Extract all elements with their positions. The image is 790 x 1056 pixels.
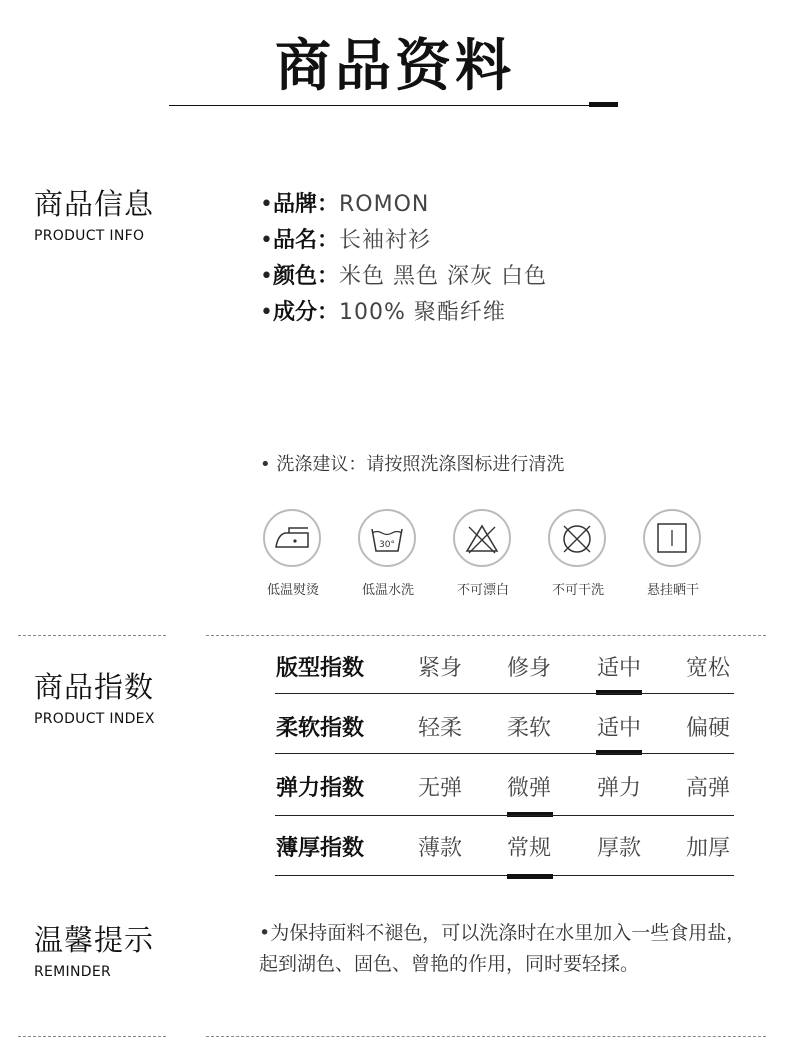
section-divider	[206, 635, 766, 636]
section-title-product-info: 商品信息	[34, 187, 155, 221]
info-label: 成分：	[272, 300, 339, 325]
index-option: 轻柔	[417, 716, 462, 741]
info-value: ROMON	[339, 192, 430, 217]
index-option: 无弹	[417, 776, 462, 801]
reminder-text: •为保持面料不褪色，可以洗涤时在水里加入一些食用盐，起到湖色、固色、曾艳的作用，同时要轻揉。	[259, 922, 746, 975]
section-divider	[18, 635, 166, 636]
wash-label: 悬挂晒干	[646, 583, 699, 598]
wash-label: 低温水洗	[361, 583, 414, 598]
no-dry-clean-icon	[548, 509, 606, 567]
index-row-line	[275, 815, 734, 816]
index-label-fit: 版型指数	[276, 656, 365, 681]
info-value: 100% 聚酯纤维	[339, 300, 506, 325]
hang-dry-icon	[643, 509, 701, 567]
section-subtitle-product-index: PRODUCT INDEX	[34, 711, 155, 727]
index-option-selected: 适中	[596, 716, 641, 741]
washing-advice: • 洗涤建议：请按照洗涤图标进行清洗	[260, 454, 565, 475]
info-label: 品牌：	[272, 192, 339, 217]
wash-label: 不可漂白	[456, 583, 509, 598]
index-row-line	[275, 693, 734, 694]
info-item-brand: •品牌：ROMON	[260, 192, 430, 217]
index-row-line	[275, 753, 734, 754]
index-option: 偏硬	[685, 716, 730, 741]
washing-advice-text: 洗涤建议：请按照洗涤图标进行清洗	[276, 454, 565, 475]
index-option: 加厚	[685, 836, 730, 861]
wash-label: 不可干洗	[551, 583, 604, 598]
info-item-material: •成分：100% 聚酯纤维	[260, 300, 506, 325]
index-option: 紧身	[417, 656, 462, 681]
low-temp-iron-icon	[263, 509, 321, 567]
index-option: 厚款	[596, 836, 641, 861]
info-label: 颜色：	[272, 264, 339, 289]
no-bleach-icon	[453, 509, 511, 567]
info-value: 米色 黑色 深灰 白色	[339, 264, 547, 289]
page-title: 商品资料	[275, 34, 515, 99]
section-divider	[18, 1036, 166, 1037]
wash-label: 低温熨烫	[266, 583, 319, 598]
index-option: 宽松	[685, 656, 730, 681]
section-title-reminder: 温馨提示	[34, 923, 155, 957]
index-label-softness: 柔软指数	[276, 716, 365, 741]
info-item-name: •品名：长袖衬衫	[260, 228, 432, 253]
index-option: 弹力	[596, 776, 641, 801]
selection-marker	[507, 874, 553, 879]
index-option: 柔软	[506, 716, 551, 741]
section-subtitle-reminder: REMINDER	[34, 964, 112, 980]
section-divider	[206, 1036, 766, 1037]
wash-temperature: 30°	[379, 540, 395, 550]
index-label-thickness: 薄厚指数	[276, 836, 365, 861]
index-row-line	[275, 875, 734, 876]
info-value: 长袖衬衫	[339, 228, 432, 253]
section-title-product-index: 商品指数	[34, 670, 155, 704]
index-option-selected: 微弹	[506, 776, 551, 801]
title-underline	[169, 105, 589, 106]
index-option-selected: 适中	[596, 656, 641, 681]
title-underline-accent	[589, 102, 618, 107]
index-option: 薄款	[417, 836, 462, 861]
index-option-selected: 常规	[506, 836, 551, 861]
wash-30-icon	[358, 509, 416, 567]
info-label: 品名：	[272, 228, 339, 253]
info-item-color: •颜色：米色 黑色 深灰 白色	[260, 264, 547, 289]
index-option: 高弹	[685, 776, 730, 801]
index-label-elasticity: 弹力指数	[276, 776, 365, 801]
section-subtitle-product-info: PRODUCT INFO	[34, 228, 145, 244]
index-option: 修身	[506, 656, 551, 681]
